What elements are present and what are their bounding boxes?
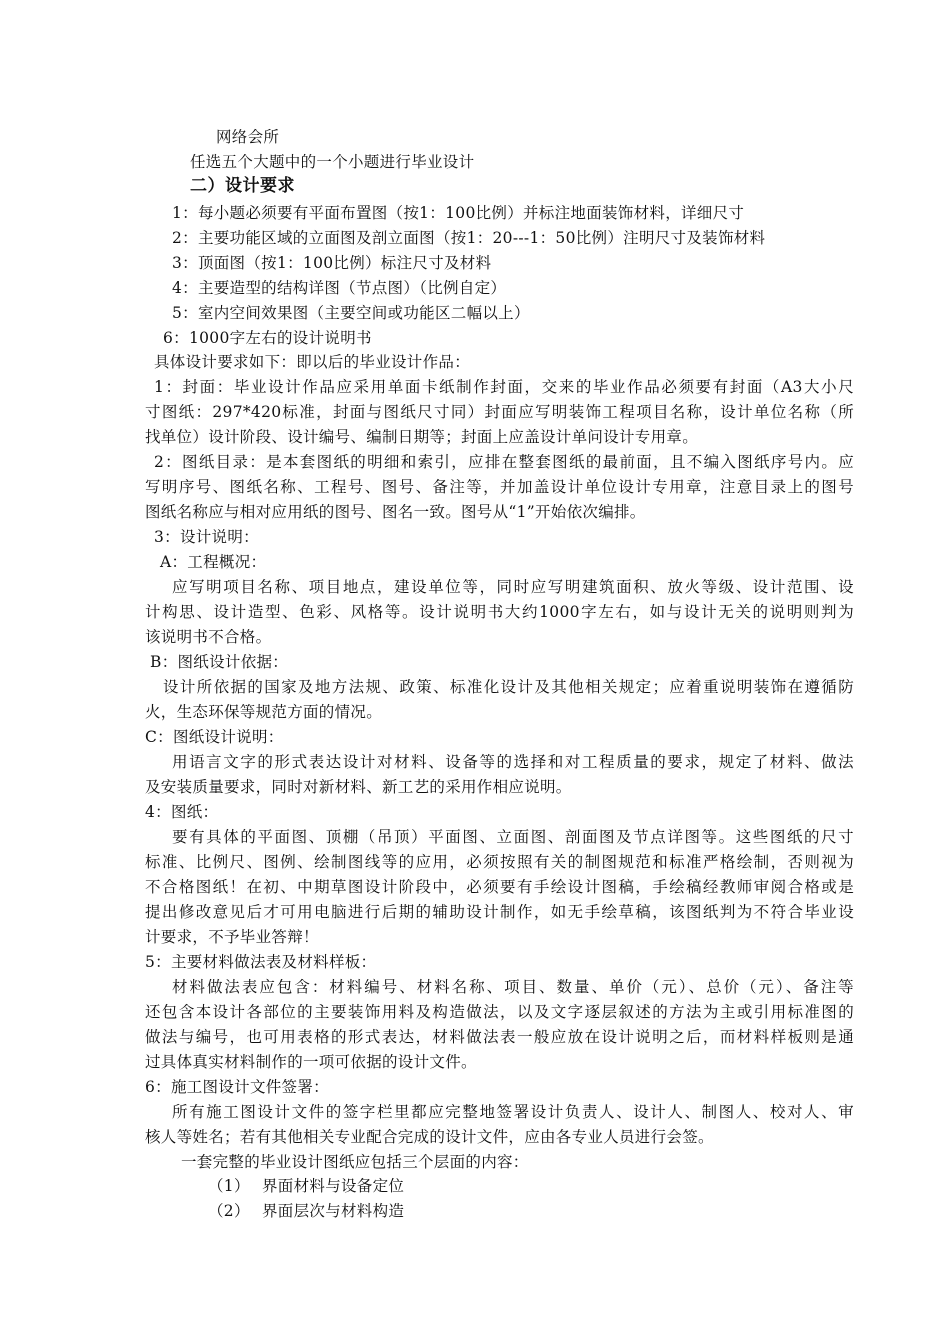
overview-paragraph-line: 计构思、设计造型、色彩、风格等。设计说明书大约1000字左右，如与设计无关的说明则判为 xyxy=(145,603,854,621)
materials-title: 5：主要材料做法表及材料样板： xyxy=(145,953,377,971)
materials-paragraph-line: 做法与编号，也可用表格的形式表达，材料做法表一般应放在设计说明之后，而材料样板则是通 xyxy=(145,1028,854,1046)
complete-set-line: 一套完整的毕业设计图纸应包括三个层面的内容： xyxy=(181,1153,529,1171)
basis-paragraph-line: 火，生态环保等规范方面的情况。 xyxy=(145,703,383,721)
explain-paragraph-line: 用语言文字的形式表达设计对材料、设备等的选择和对工程质量的要求，规定了材料、做法 xyxy=(172,753,854,771)
materials-paragraph-line: 材料做法表应包含：材料编号、材料名称、项目、数量、单价（元）、总价（元）、备注等 xyxy=(172,978,854,996)
overview-paragraph-line: 该说明书不合格。 xyxy=(145,628,272,646)
design-notes-title: 3：设计说明： xyxy=(154,528,259,546)
level-number: （2） xyxy=(208,1202,250,1220)
level-number: （1） xyxy=(208,1177,250,1195)
requirement-item: 6：1000字左右的设计说明书 xyxy=(163,329,372,347)
requirement-item: 2：主要功能区域的立面图及剖立面图（按1：20---1：50比例）注明尺寸及装饰材料 xyxy=(172,229,766,247)
materials-paragraph-line: 过具体真实材料制作的一项可依据的设计文件。 xyxy=(145,1053,477,1071)
level-text: 界面材料与设备定位 xyxy=(262,1177,405,1195)
catalog-paragraph-line: 2：图纸目录：是本套图纸的明细和索引，应排在整套图纸的最前面，且不编入图纸序号内。应 xyxy=(154,453,854,471)
intro-line: 具体设计要求如下：即以后的毕业设计作品： xyxy=(154,353,471,371)
cover-paragraph-line: 1：封面：毕业设计作品应采用单面卡纸制作封面，交来的毕业作品必须要有封面（A3大小尺 xyxy=(154,378,854,396)
signing-title: 6：施工图设计文件签署： xyxy=(145,1078,329,1096)
cover-paragraph-line: 找单位）设计阶段、设计编号、编制日期等；封面上应盖设计单问设计专用章。 xyxy=(145,428,699,446)
drawings-paragraph-line: 要有具体的平面图、顶棚（吊顶）平面图、立面图、剖面图及节点详图等。这些图纸的尺寸 xyxy=(172,828,854,846)
basis-paragraph-line: 设计所依据的国家及地方法规、政策、标准化设计及其他相关规定；应着重说明装饰在遵循防 xyxy=(163,678,854,696)
requirement-item: 4：主要造型的结构详图（节点图）（比例自定） xyxy=(172,279,507,297)
catalog-paragraph-line: 写明序号、图纸名称、工程号、图号、备注等，并加盖设计单位设计专用章，注意目录上的图号 xyxy=(145,478,854,496)
drawings-title: 4：图纸： xyxy=(145,803,219,821)
signing-paragraph-line: 核人等姓名；若有其他相关专业配合完成的设计文件，应由各专业人员进行会签。 xyxy=(145,1128,714,1146)
requirement-item: 1：每小题必须要有平面布置图（按1：100比例）并标注地面装饰材料，详细尺寸 xyxy=(172,204,745,222)
explain-paragraph-line: 及安装质量要求，同时对新材料、新工艺的采用作相应说明。 xyxy=(145,778,572,796)
drawings-paragraph-line: 不合格图纸！在初、中期草图设计阶段中，必须要有手绘设计图稿，手绘稿经教师审阅合格或是 xyxy=(145,878,854,896)
section-heading: 二）设计要求 xyxy=(190,176,295,196)
catalog-paragraph-line: 图纸名称应与相对应用纸的图号、图名一致。图号从“1”开始依次编排。 xyxy=(145,503,646,521)
drawings-paragraph-line: 计要求，不予毕业答辩！ xyxy=(145,928,319,946)
materials-paragraph-line: 还包含本设计各部位的主要装饰用料及构造做法，以及文字逐层叙述的方法为主或引用标准图的 xyxy=(145,1003,854,1021)
subtitle: 网络会所 xyxy=(216,128,280,146)
signing-paragraph-line: 所有施工图设计文件的签字栏里都应完整地签署设计负责人、设计人、制图人、校对人、审 xyxy=(172,1103,854,1121)
task-line: 任选五个大题中的一个小题进行毕业设计 xyxy=(190,153,475,171)
cover-paragraph-line: 寸图纸：297*420标准，封面与图纸尺寸同）封面应写明装饰工程项目名称，设计单位名称（所 xyxy=(145,403,854,421)
overview-paragraph-line: 应写明项目名称、项目地点，建设单位等，同时应写明建筑面积、放火等级、设计范围、设 xyxy=(172,578,854,596)
overview-title: A：工程概况： xyxy=(160,553,267,571)
drawings-paragraph-line: 提出修改意见后才可用电脑进行后期的辅助设计制作，如无手绘草稿，该图纸判为不符合毕业设 xyxy=(145,903,854,921)
drawings-paragraph-line: 标准、比例尺、图例、绘制图线等的应用，必须按照有关的制图规范和标准严格绘制，否则视为 xyxy=(145,853,854,871)
level-text: 界面层次与材料构造 xyxy=(262,1202,405,1220)
explain-title: C：图纸设计说明： xyxy=(145,728,284,746)
requirement-item: 3：顶面图（按1：100比例）标注尺寸及材料 xyxy=(172,254,492,272)
basis-title: B：图纸设计依据： xyxy=(150,653,289,671)
requirement-item: 5：室内空间效果图（主要空间或功能区二幅以上） xyxy=(172,304,530,322)
